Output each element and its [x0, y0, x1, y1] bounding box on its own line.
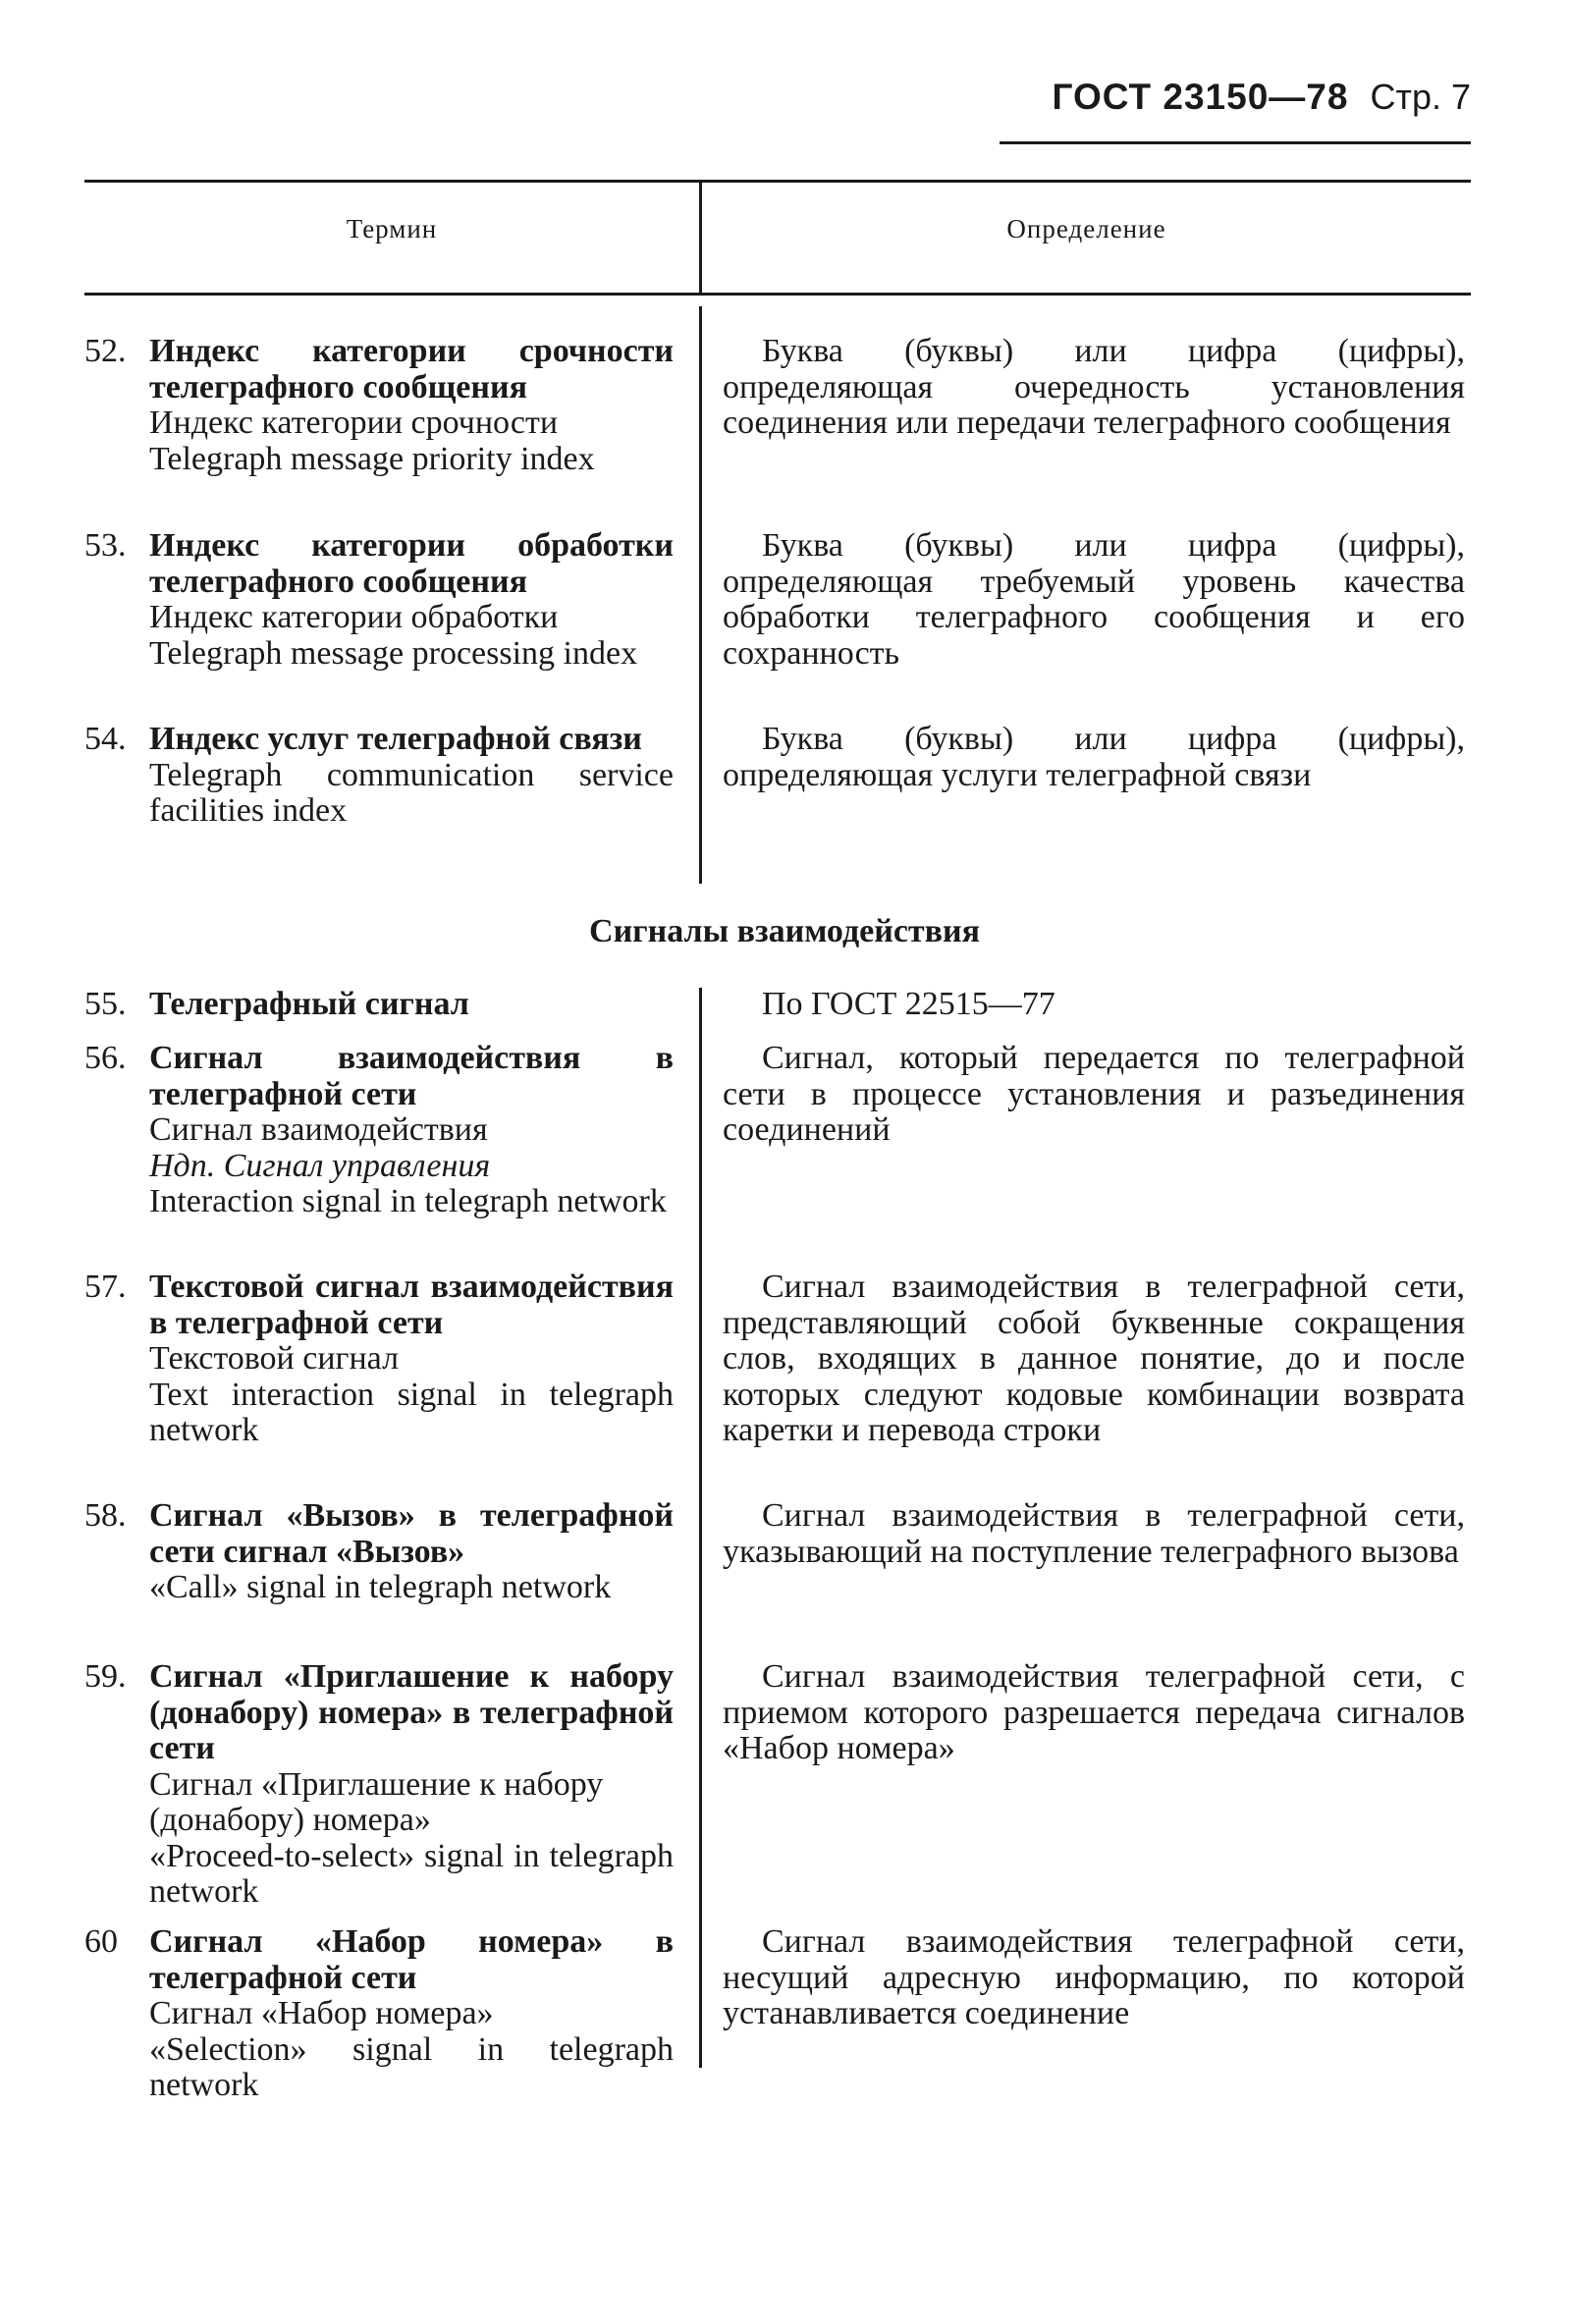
table-header-rule: [84, 293, 1471, 296]
term-number: 57.: [84, 1269, 127, 1305]
term-title: Индекс категории срочности телеграфного сообщения: [149, 333, 674, 405]
term-synonym: Индекс категории обработки: [149, 599, 559, 635]
term-english: Text interaction signal in telegraph network: [149, 1376, 674, 1448]
term-title: Сигнал взаимодействия в телеграфной сети: [149, 1040, 674, 1112]
term-entry-52: [84, 334, 674, 477]
term-number: 54.: [84, 721, 127, 757]
term-entry-53: [84, 528, 674, 672]
definition-59: Сигнал взаимодействия телеграфной сети, с приемом которого разрешается передача сигналов «Набор номера»: [723, 1658, 1465, 1766]
term-title: Текстовой сигнал взаимодействия в телеграфной сети: [149, 1269, 674, 1341]
term-english: «Selection» signal in telegraph network: [149, 2030, 674, 2103]
term-title: Сигнал «Вызов» в телеграфной сети сигнал «Вызов»: [149, 1497, 674, 1570]
term-english: Interaction signal in telegraph network: [149, 1183, 667, 1219]
term-number: 55.: [84, 986, 127, 1022]
page-header: [1000, 77, 1471, 144]
term-entry-58: [84, 1498, 674, 1606]
term-title: Сигнал «Приглашение к набору (донабору) номера» в телеграфной сети: [149, 1658, 674, 1766]
term-entry-60: [84, 1924, 674, 2104]
definition-56: Сигнал, который передается по телеграфной сети в процессе установления и разъединения соединений: [723, 1040, 1465, 1148]
term-title: Телеграфный сигнал: [149, 986, 469, 1022]
definition-55: По ГОСТ 22515—77: [762, 986, 1055, 1022]
section-title: Сигналы взаимодействия: [589, 913, 980, 949]
term-synonym: Сигнал «Приглашение к набору (донабору) номера»: [149, 1765, 604, 1838]
page-number: Стр. 7: [1370, 77, 1471, 117]
definition-52: Буква (буквы) или цифра (цифры), определяющая очередность установления соединения или передачи телеграфного сообщения: [723, 333, 1465, 441]
definition-60: Сигнал взаимодействия телеграфной сети, несущий адресную информацию, по которой устанавливается соединение: [723, 1923, 1465, 2031]
term-synonym: Индекс категории срочности: [149, 405, 559, 441]
definition-54: Буква (буквы) или цифра (цифры), определяющая услуги телеграфной связи: [723, 721, 1465, 793]
definition-57: Сигнал взаимодействия в телеграфной сети, представляющий собой буквенные сокращения слов, входящих в данное понятие, до и после которых следуют кодовые комбинации возврата каретки и перевода строки: [723, 1269, 1465, 1448]
term-english: «Call» signal in telegraph network: [149, 1569, 612, 1605]
term-english: Telegraph message priority index: [149, 440, 595, 477]
table-top-rule: [84, 180, 1471, 183]
column-header-term: Термин: [346, 214, 438, 243]
term-entry-55: [84, 987, 674, 1023]
term-number: 60: [84, 1923, 118, 1960]
term-english: «Proceed-to-select» signal in telegraph network: [149, 1837, 674, 1910]
column-divider-lower: [699, 988, 702, 2068]
term-english: Telegraph message processing index: [149, 634, 638, 672]
column-header-definition: Определение: [1006, 214, 1166, 243]
term-not-allowed: Ндп. Сигнал управления: [149, 1147, 491, 1184]
term-number: 52.: [84, 333, 127, 369]
term-synonym: Сигнал «Набор номера»: [149, 1995, 494, 2031]
column-divider-upper: [699, 306, 702, 884]
term-english: Telegraph communication service facilities index: [149, 756, 674, 829]
definition-53: Буква (буквы) или цифра (цифры), определяющая требуемый уровень качества обработки телеграфного сообщения и его сохранность: [723, 527, 1465, 672]
term-entry-59: [84, 1659, 674, 1911]
term-synonym: Сигнал взаимодействия: [149, 1111, 488, 1148]
term-entry-56: [84, 1041, 674, 1220]
term-number: 56.: [84, 1040, 127, 1076]
standard-number: ГОСТ 23150—78: [1052, 77, 1349, 117]
term-number: 58.: [84, 1497, 127, 1534]
term-title: Сигнал «Набор номера» в телеграфной сети: [149, 1923, 674, 1996]
term-entry-54: [84, 722, 674, 830]
term-number: 59.: [84, 1658, 127, 1695]
term-synonym: Текстовой сигнал: [149, 1340, 400, 1377]
term-title: Индекс услуг телеграфной связи: [149, 721, 642, 757]
definition-58: Сигнал взаимодействия в телеграфной сети, указывающий на поступление телеграфного вызова: [723, 1497, 1465, 1570]
term-entry-57: [84, 1270, 674, 1449]
term-number: 53.: [84, 527, 127, 564]
term-title: Индекс категории обработки телеграфного сообщения: [149, 527, 674, 600]
